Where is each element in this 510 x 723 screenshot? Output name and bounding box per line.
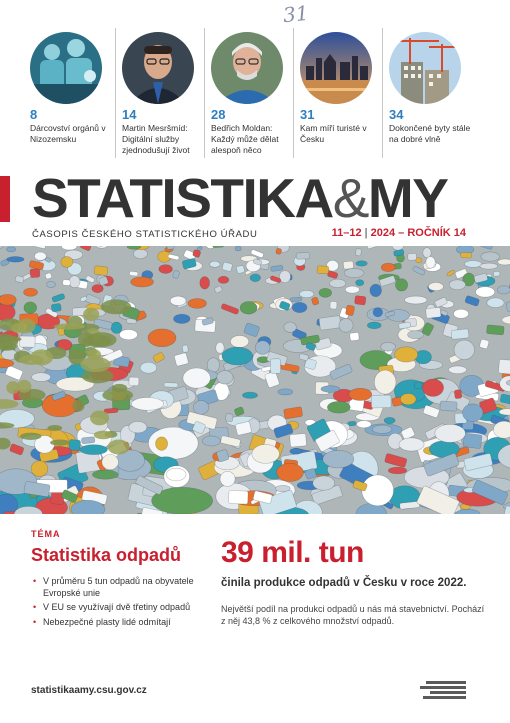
waste-item xyxy=(276,463,303,481)
issue-info: 11–12 | 2024 – ROČNÍK 14 xyxy=(331,227,466,239)
waste-item xyxy=(487,298,504,308)
waste-item xyxy=(454,340,474,360)
waste-item xyxy=(371,395,391,408)
waste-item xyxy=(327,401,350,413)
czso-logo-icon xyxy=(420,681,466,701)
waste-item xyxy=(242,392,257,398)
accent-bar xyxy=(0,176,10,222)
waste-item xyxy=(344,268,364,277)
waste-item xyxy=(133,249,147,259)
waste-item xyxy=(290,433,307,447)
waste-item xyxy=(481,252,500,261)
grass-patch xyxy=(17,380,32,393)
grass-patch xyxy=(90,410,109,425)
teaser-text: Bedřich Moldan: Každý může dělat alespoň něco xyxy=(211,123,279,155)
waste-item xyxy=(69,276,80,288)
teaser-row xyxy=(26,28,492,158)
issue-year: 2024 xyxy=(370,227,396,239)
waste-item xyxy=(216,342,224,353)
waste-item xyxy=(200,277,210,289)
waste-item xyxy=(454,389,462,398)
portrait-older-man xyxy=(211,32,283,104)
waste-item xyxy=(388,467,407,474)
waste-item xyxy=(499,409,510,415)
teaser-text: Kam míří turisté v Česku xyxy=(300,123,367,144)
waste-item xyxy=(182,345,188,353)
waste-item xyxy=(498,259,510,265)
waste-item xyxy=(428,283,443,291)
teaser-text: Dokončené byty stále na dobré vlně xyxy=(389,123,471,144)
waste-item xyxy=(349,388,372,400)
waste-item xyxy=(47,281,56,287)
waste-item xyxy=(449,280,465,290)
waste-item xyxy=(330,301,337,309)
teaser-page-number: 14 xyxy=(122,107,137,122)
teaser-text: Dárcovství orgánů v Nizozemsku xyxy=(30,123,106,144)
waste-item xyxy=(323,450,354,468)
waste-item xyxy=(19,336,35,347)
waste-item xyxy=(170,296,186,305)
theme-label: TÉMA xyxy=(31,529,61,539)
teaser-4[interactable] xyxy=(293,28,382,158)
waste-item xyxy=(493,271,500,276)
waste-item xyxy=(131,398,163,411)
waste-item xyxy=(31,461,48,477)
waste-item xyxy=(32,373,51,382)
waste-item xyxy=(350,332,360,341)
grass-patch xyxy=(87,332,117,347)
waste-item xyxy=(339,318,353,332)
waste-item xyxy=(299,290,313,297)
waste-item xyxy=(193,400,209,414)
waste-item xyxy=(381,263,395,271)
waste-item xyxy=(356,261,367,266)
waste-item xyxy=(400,393,416,404)
issue-volume: ROČNÍK 14 xyxy=(407,227,466,239)
teaser-text: Martin Mesršmíd: Digitální služby zjednodušují život xyxy=(122,123,190,155)
waste-item xyxy=(498,359,510,375)
waste-item xyxy=(362,475,394,506)
magazine-subtitle: ČASOPIS ČESKÉHO STATISTICKÉHO ÚŘADU xyxy=(32,229,258,240)
waste-item xyxy=(188,299,207,309)
waste-item xyxy=(119,329,137,339)
city-skyline-photo xyxy=(300,32,372,104)
waste-item xyxy=(129,377,139,386)
waste-item xyxy=(24,302,37,314)
grass-patch xyxy=(20,433,41,440)
grass-patch xyxy=(72,400,84,412)
waste-item xyxy=(51,491,65,505)
construction-cranes-photo xyxy=(389,32,461,104)
waste-item xyxy=(329,279,345,288)
theme-title: Statistika odpadů xyxy=(31,545,182,565)
teaser-page-number: 28 xyxy=(211,107,226,122)
magazine-title xyxy=(32,168,447,228)
waste-item xyxy=(140,362,157,373)
waste-item xyxy=(159,265,173,274)
waste-item xyxy=(374,370,396,394)
waste-item xyxy=(174,314,191,323)
waste-item xyxy=(34,252,46,260)
waste-item xyxy=(405,296,427,304)
waste-item xyxy=(384,417,395,423)
waste-item xyxy=(81,437,95,444)
waste-item xyxy=(250,274,260,282)
waste-item xyxy=(202,436,220,446)
waste-item xyxy=(252,444,280,463)
waste-item xyxy=(408,331,424,339)
waste-item xyxy=(290,448,302,454)
grass-patch xyxy=(94,431,113,440)
handwritten-note: 31 xyxy=(281,0,310,28)
waste-item xyxy=(321,386,340,393)
waste-item xyxy=(279,271,290,283)
waste-item xyxy=(463,404,483,422)
waste-item xyxy=(284,322,296,332)
waste-item xyxy=(167,246,175,249)
waste-item xyxy=(270,359,281,374)
waste-item xyxy=(319,315,341,330)
theme-bullet-list xyxy=(33,576,208,631)
teaser-1[interactable] xyxy=(26,28,115,158)
waste-item xyxy=(464,261,481,268)
waste-item xyxy=(92,285,103,293)
waste-item xyxy=(235,246,241,250)
waste-item xyxy=(0,294,16,305)
title-end: MY xyxy=(367,167,448,229)
waste-item xyxy=(454,309,469,318)
teaser-page-number: 34 xyxy=(389,107,404,122)
waste-item xyxy=(230,335,248,347)
waste-item xyxy=(356,280,364,286)
waste-item xyxy=(486,325,504,335)
waste-item xyxy=(451,329,469,340)
waste-item xyxy=(395,347,418,362)
waste-item xyxy=(129,271,138,276)
teaser-3[interactable] xyxy=(204,28,293,158)
waste-item xyxy=(313,476,335,490)
grass-patch xyxy=(83,308,99,321)
headline-figure: 39 mil. tun xyxy=(221,536,364,569)
waste-item xyxy=(213,246,224,248)
website-link[interactable]: statistikaamy.csu.gov.cz xyxy=(31,685,147,696)
waste-item xyxy=(228,490,248,504)
surgery-team-photo xyxy=(30,32,102,104)
waste-item xyxy=(210,261,221,267)
headline-description: Největší podíl na produkci odpadů u nás má stavebnictví. Pochází z něj 43,8 % z celkového množství odpadů. xyxy=(221,604,485,626)
waste-item xyxy=(217,371,233,385)
waste-item xyxy=(343,261,354,269)
waste-item xyxy=(80,445,107,455)
grass-patch xyxy=(101,299,131,314)
title-ampersand: & xyxy=(332,167,368,229)
waste-item xyxy=(292,302,307,312)
grass-patch xyxy=(18,318,36,333)
waste-item xyxy=(156,437,168,450)
waste-item xyxy=(278,389,293,395)
waste-item xyxy=(381,342,396,351)
waste-item xyxy=(24,288,38,296)
waste-item xyxy=(480,263,498,269)
waste-item xyxy=(463,433,482,449)
waste-item xyxy=(408,253,417,260)
waste-item xyxy=(395,279,407,291)
waste-item xyxy=(222,347,253,365)
waste-item xyxy=(92,470,118,479)
issue-number: 11–12 xyxy=(331,227,362,239)
waste-item xyxy=(218,276,229,283)
teaser-2[interactable] xyxy=(115,28,204,158)
waste-item xyxy=(225,413,233,421)
waste-item xyxy=(148,329,176,347)
grass-patch xyxy=(50,439,70,445)
waste-item xyxy=(345,286,359,293)
waste-item xyxy=(373,308,383,317)
waste-item xyxy=(370,284,382,297)
waste-item xyxy=(372,425,391,433)
waste-item xyxy=(367,322,381,329)
waste-item xyxy=(183,368,211,388)
waste-item xyxy=(345,305,355,316)
waste-item xyxy=(236,265,245,274)
waste-item xyxy=(63,279,71,285)
waste-item xyxy=(448,366,466,374)
waste-item xyxy=(435,424,466,442)
waste-item xyxy=(357,421,372,428)
waste-item xyxy=(102,454,119,469)
waste-item xyxy=(440,401,457,411)
teaser-5[interactable] xyxy=(382,28,471,158)
waste-item xyxy=(30,269,40,278)
grass-patch xyxy=(47,425,62,431)
waste-item xyxy=(255,341,270,355)
waste-item xyxy=(7,247,16,252)
waste-item xyxy=(164,383,178,388)
waste-item xyxy=(240,302,257,315)
waste-item xyxy=(460,252,471,258)
waste-item xyxy=(61,257,73,268)
waste-item xyxy=(497,286,510,294)
waste-item xyxy=(129,422,147,433)
grass-patch xyxy=(54,323,85,329)
list-item: • V EU se využívají dvě třetiny odpadů xyxy=(33,602,208,614)
waste-item xyxy=(7,257,24,263)
waste-item xyxy=(423,248,431,258)
waste-item xyxy=(290,297,302,302)
list-item: • V průměru 5 tun odpadů na obyvatele Evropské unie xyxy=(33,576,208,599)
waste-item xyxy=(296,253,310,260)
waste-item xyxy=(414,382,422,389)
grass-patch xyxy=(102,389,133,402)
waste-item xyxy=(317,266,329,274)
portrait-man-glasses xyxy=(122,32,194,104)
waste-item xyxy=(476,287,495,297)
headline-lead: činila produkce odpadů v Česku v roce 2022. xyxy=(221,577,467,589)
waste-item xyxy=(354,296,366,306)
waste-item xyxy=(127,246,141,249)
waste-item xyxy=(422,379,443,396)
teaser-page-number: 31 xyxy=(300,107,315,122)
waste-item xyxy=(426,257,436,269)
title-main: STATISTIKA xyxy=(32,167,333,229)
teaser-page-number: 8 xyxy=(30,107,38,122)
list-item: • Nebezpečné plasty lidé odmítají xyxy=(33,617,208,629)
waste-item xyxy=(426,307,442,318)
grass-patch xyxy=(80,357,110,372)
grass-patch xyxy=(19,355,44,365)
waste-item xyxy=(220,471,235,486)
waste-item xyxy=(94,266,108,276)
plastic-waste-landfill-photo xyxy=(0,246,510,514)
waste-item xyxy=(166,468,186,481)
waste-item xyxy=(399,438,424,451)
waste-item xyxy=(131,277,154,287)
waste-item xyxy=(111,322,122,333)
waste-item xyxy=(355,248,361,256)
waste-item xyxy=(51,303,61,312)
waste-item xyxy=(319,288,332,297)
grass-patch xyxy=(108,440,130,455)
